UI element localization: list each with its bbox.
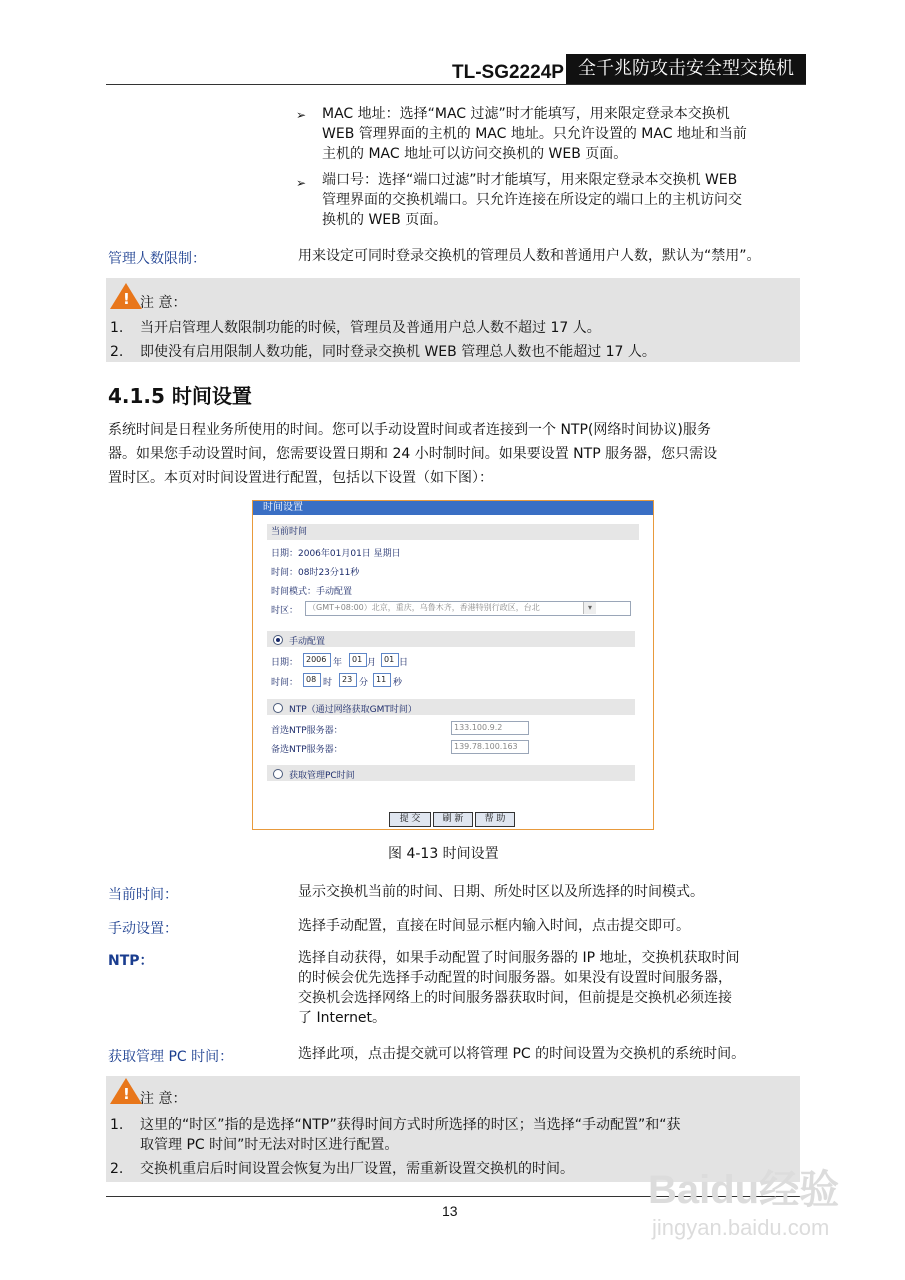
timezone-label: 时区： [271, 606, 299, 616]
note-text: 当开启管理人数限制功能的时候，管理员及普通用户总人数不超过 17 人。 [140, 320, 601, 336]
manual-label: 手动配置 [289, 637, 326, 647]
note-text: 取管理 PC 时间”时无法对时区进行配置。 [140, 1137, 399, 1153]
note-num: 1. [110, 320, 124, 336]
def-label-current-time: 当前时间： [108, 887, 178, 903]
date-label: 日期： [271, 658, 299, 668]
pc-time-radio[interactable] [273, 769, 283, 779]
note-title: 注 意： [140, 1091, 187, 1107]
intro-line: 系统时间是日程业务所使用的时间。您可以手动设置时间或者连接到一个 NTP(网络时间协议)服务 [108, 422, 711, 438]
timezone-value: （GMT+08:00）北京，重庆，乌鲁木齐，香港特别行政区，台北 [308, 603, 540, 612]
def-desc: 了 Internet。 [298, 1010, 387, 1026]
section-title: 4.1.5 时间设置 [108, 384, 252, 408]
ntp2-label: 备选NTP服务器： [271, 745, 343, 755]
watermark-brand: Baidu经验 [648, 1168, 840, 1212]
figure-caption: 图 4-13 时间设置 [388, 846, 499, 862]
ntp1-input[interactable]: 133.100.9.2 [451, 721, 529, 735]
def-desc: 显示交换机当前的时间、日期、所处时区以及所选择的时间模式。 [298, 884, 704, 900]
submit-button[interactable]: 提 交 [389, 812, 431, 827]
note-title: 注 意： [140, 295, 187, 311]
admin-limit-label: 管理人数限制： [108, 251, 206, 267]
pc-time-label: 获取管理PC时间 [289, 771, 355, 781]
intro-line: 器。如果您手动设置时间，您需要设置日期和 24 小时制时间。如果要设置 NTP 服务器，您只需设 [108, 446, 718, 462]
ntp1-label: 首选NTP服务器： [271, 726, 343, 736]
ntp-radio[interactable] [273, 703, 283, 713]
ntp2-input[interactable]: 139.78.100.163 [451, 740, 529, 754]
note-text: 交换机重启后时间设置会恢复为出厂设置，需重新设置交换机的时间。 [140, 1161, 574, 1177]
def-desc: 选择此项，点击提交就可以将管理 PC 的时间设置为交换机的系统时间。 [298, 1046, 746, 1062]
bullet-line: MAC 地址：选择“MAC 过滤”时才能填写，用来限定登录本交换机 [322, 106, 730, 122]
ntp-label: NTP（通过网络获取GMT时间） [289, 705, 417, 715]
def-label-manual: 手动设置： [108, 921, 178, 937]
day-unit: 日 [399, 658, 409, 668]
bullet-line: 换机的 WEB 页面。 [322, 212, 448, 228]
watermark-url: jingyan.baidu.com [652, 1215, 830, 1240]
current-time-band: 当前时间 [267, 524, 639, 540]
hour-input[interactable]: 08 [303, 673, 321, 687]
note-text: 即使没有启用限制人数功能，同时登录交换机 WEB 管理总人数也不能超过 17 人。 [140, 344, 656, 360]
second-unit: 秒 [393, 678, 403, 688]
month-unit: 月 [367, 658, 377, 668]
warning-icon-mark: ! [123, 1085, 130, 1103]
def-label-ntp: NTP： [108, 953, 154, 969]
help-button[interactable]: 帮 助 [475, 812, 515, 827]
manual-radio[interactable] [273, 635, 283, 645]
note-num: 2. [110, 344, 124, 360]
note-text: 这里的“时区”指的是选择“NTP”获得时间方式时所选择的时区；当选择“手动配置”和“获 [140, 1117, 681, 1133]
day-input[interactable]: 01 [381, 653, 399, 667]
minute-input[interactable]: 23 [339, 673, 357, 687]
header-rule [106, 84, 806, 85]
bullet-line: 主机的 MAC 地址可以访问交换机的 WEB 页面。 [322, 146, 628, 162]
refresh-button[interactable]: 刷 新 [433, 812, 473, 827]
time-settings-screenshot [252, 500, 654, 830]
time-label: 时间： [271, 678, 299, 688]
minute-unit: 分 [359, 678, 369, 688]
def-label-pc-time: 获取管理 PC 时间： [108, 1049, 234, 1065]
second-input[interactable]: 11 [373, 673, 391, 687]
def-desc: 选择手动配置，直接在时间显示框内输入时间，点击提交即可。 [298, 918, 690, 934]
bullet-line: WEB 管理界面的主机的 MAC 地址。只允许设置的 MAC 地址和当前 [322, 126, 747, 142]
header-model: TL-SG2224P [452, 62, 564, 83]
bullet-marker: ➢ [296, 108, 307, 122]
def-desc: 的时候会优先选择手动配置的时间服务器。如果没有设置时间服务器， [298, 970, 732, 986]
current-time: 时间：08时23分11秒 [271, 568, 360, 578]
note-num: 1. [110, 1117, 124, 1133]
hour-unit: 时 [323, 678, 333, 688]
admin-limit-desc: 用来设定可同时登录交换机的管理员人数和普通用户人数，默认为“禁用”。 [298, 248, 761, 264]
bullet-line: 管理界面的交换机端口。只允许连接在所设定的端口上的主机访问交 [322, 192, 742, 208]
def-desc: 交换机会选择网络上的时间服务器获取时间，但前提是交换机必须连接 [298, 990, 732, 1006]
chevron-down-icon[interactable]: ▾ [583, 602, 596, 614]
panel-title: 时间设置 [253, 501, 653, 515]
bullet-marker: ➢ [296, 176, 307, 190]
page-number: 13 [442, 1203, 458, 1219]
note-num: 2. [110, 1161, 124, 1177]
warning-icon-mark: ! [123, 290, 130, 308]
year-unit: 年 [333, 658, 343, 668]
time-mode: 时间模式：手动配置 [271, 587, 353, 597]
month-input[interactable]: 01 [349, 653, 367, 667]
current-date: 日期：2006年01月01日 星期日 [271, 549, 401, 559]
def-desc: 选择自动获得，如果手动配置了时间服务器的 IP 地址，交换机获取时间 [298, 950, 740, 966]
year-input[interactable]: 2006 [303, 653, 331, 667]
bullet-line: 端口号：选择“端口过滤”时才能填写，用来限定登录本交换机 WEB [322, 172, 738, 188]
header-product-title: 全千兆防攻击安全型交换机 [566, 54, 806, 84]
intro-line: 置时区。本页对时间设置进行配置，包括以下设置（如下图）： [108, 470, 493, 486]
